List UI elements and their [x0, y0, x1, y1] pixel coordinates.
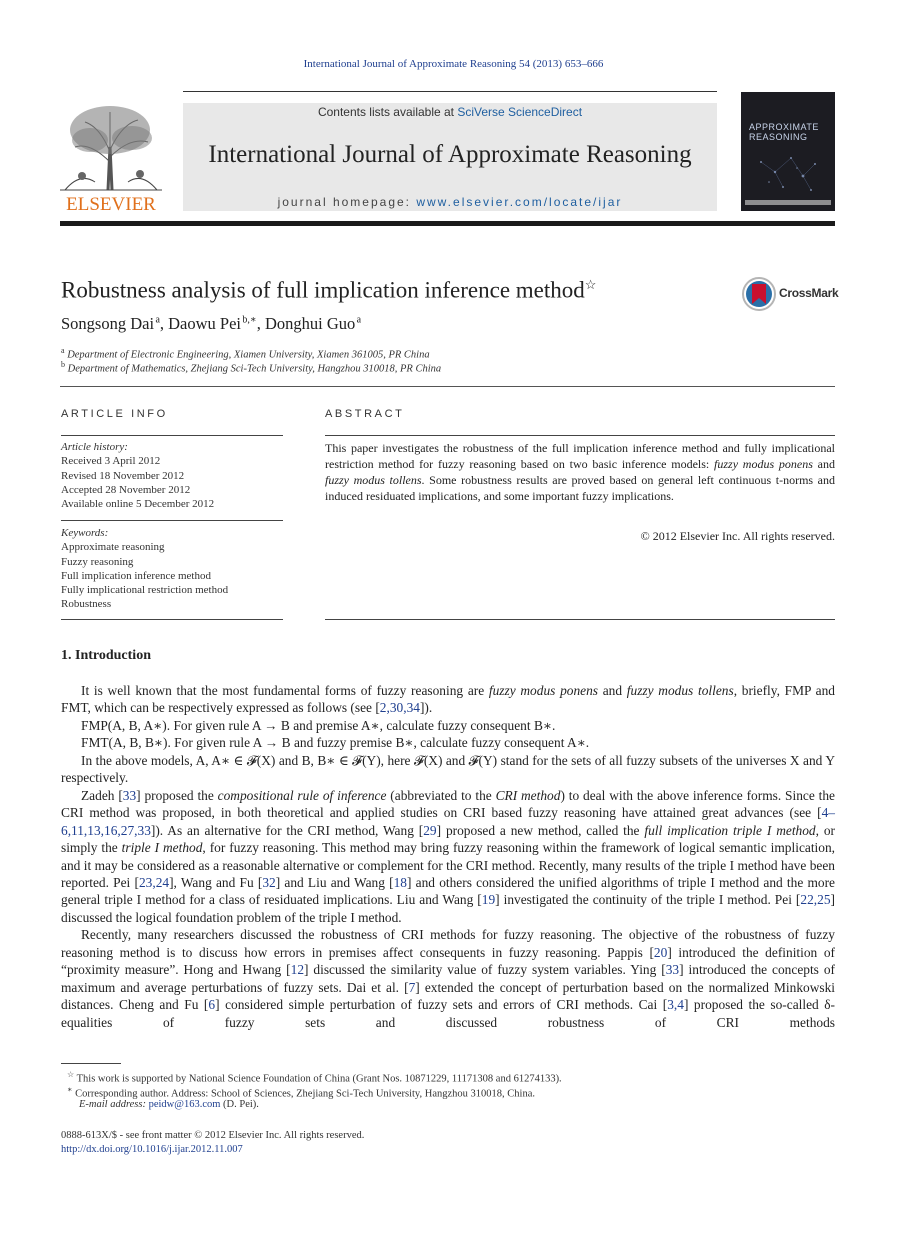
cover-art-icon [741, 92, 835, 211]
text-span: ] introduced the definition of “proximity measure”. Hong and Hwang [ [61, 944, 835, 978]
emphasis: triple I method [121, 840, 203, 856]
keyword-item: Full implication inference method [61, 569, 211, 582]
cover-title: APPROXIMATE REASONING [749, 122, 819, 142]
header-thick-rule [60, 221, 835, 226]
text-span: , for fuzzy reasoning. This method may bring fuzzy reasoning within the framework of logical semantic implication, and it may be considered as a reasonable alternative or complement for the CRI method. Recently, many results of the triple I method have been reported. Pei [ [61, 840, 836, 890]
citation-link[interactable]: 3,4 [667, 997, 684, 1013]
history-item: Accepted 28 November 2012 [61, 483, 191, 496]
paragraph [61, 926, 835, 1031]
history-item: Received 3 April 2012 [61, 455, 161, 468]
text-span: ] extended the concept of perturbation based on the normalized Minkowski distances. Cheng and Fu [ [61, 979, 836, 1013]
journal-citation[interactable]: International Journal of Approximate Reasoning 54 (2013) 653–666 [303, 58, 604, 70]
abstract-span: . Some robustness results are proved based on general left continuous t-norms and induced residuated implications, and some important fuzzy implications. [325, 473, 835, 503]
publisher-name: ELSEVIER [66, 194, 156, 215]
text-span: and [598, 683, 627, 698]
paragraph-models: In the above models, A, A∗ ∈ 𝓕(X) and B, B∗ ∈ 𝓕(Y), here 𝓕(X) and 𝓕(Y) stand for the sets of all fuzzy subsets of the universes X and Y respectively. [61, 752, 835, 786]
citation-link[interactable]: 33 [665, 962, 680, 978]
journal-title: International Journal of Approximate Reasoning [208, 141, 692, 168]
author-list: Songsong Dai $^a$, Daowu Pei $^{b,∗}$, Donghui Guo $^a$ [61, 314, 362, 333]
affiliation [61, 360, 441, 375]
footnote-mark: ∗ [67, 1085, 73, 1094]
abstract-emphasis: fuzzy modus ponens [714, 457, 813, 471]
email-link[interactable]: peidw@163.com [148, 1099, 221, 1110]
text-span: ] proposed the so-called δ-equalities of fuzzy sets and discussed robustness of CRI methods [61, 997, 836, 1030]
text-span: ], Wang and Fu [ [169, 874, 263, 890]
citation-link[interactable]: 12 [290, 962, 305, 978]
footnote-text: This work is supported by National Science Foundation of China (Grant Nos. 10871229, 11171308 and 61274133). [76, 1073, 562, 1085]
footnote-mark: ☆ [67, 1070, 75, 1079]
text-span: ] and others considered the unified algorithms of triple I method and the more general triple I method for a class of residuated implications. Liu and Wang [ [61, 874, 835, 908]
affiliation-rule [60, 386, 835, 387]
citation-link[interactable]: 18 [393, 874, 407, 890]
text-span: ] proposed the [136, 787, 218, 803]
author-name[interactable]: Donghui Guo [264, 314, 356, 333]
history-label: Article history: [61, 441, 128, 453]
citation-link[interactable]: 33 [122, 787, 137, 803]
author-name[interactable]: Daowu Pei [168, 314, 242, 333]
citation-link[interactable]: 7 [408, 979, 416, 995]
article-info-rule [61, 435, 283, 436]
text-span: , briefly, FMP and FMT, which can be respectively expressed as follows (see [ [61, 683, 835, 716]
text-span: ] discussed the similarity value of fuzzy system variables. Ying [ [304, 962, 666, 978]
intro-body [61, 682, 835, 1031]
keyword-item: Fully implicational restriction method [61, 584, 229, 597]
header-rule [183, 91, 717, 92]
citation-link[interactable]: 19 [481, 892, 496, 908]
article-info-rule [61, 520, 283, 521]
homepage-link[interactable]: www.elsevier.com/locate/ijar [416, 195, 623, 209]
homepage-prefix: journal homepage: [277, 195, 417, 209]
text-span: ] investigated the continuity of the triple I method. Pei [ [495, 892, 801, 908]
emphasis: fuzzy modus ponens [488, 683, 599, 698]
journal-cover[interactable] [741, 92, 835, 211]
footnote-corresponding [67, 1085, 535, 1100]
author-affil-mark: a [356, 314, 362, 326]
citation-link[interactable]: 22,25 [800, 892, 831, 908]
contents-line [183, 105, 717, 119]
abstract-text [325, 440, 835, 504]
abstract-span: and [812, 457, 836, 471]
text-span: Recently, many researchers discussed the robustness of CRI methods for fuzzy reasoning. The objective of the robustness of fuzzy reasoning method is to discuss how errors in premises affect consequents in fuzzy reasoning. Pappis [ [61, 927, 835, 960]
email-suffix: (D. Pei). [220, 1099, 259, 1110]
affiliation-mark: a [61, 346, 65, 355]
text-span: (abbreviated to the [386, 787, 496, 803]
paragraph [61, 682, 835, 717]
emphasis: compositional rule of inference [217, 787, 387, 803]
paragraph-fmp: FMP(A, B, A∗). For given rule A → B and premise A∗, calculate fuzzy consequent B∗. [81, 717, 556, 733]
text-span: ]). As an alternative for the CRI method, Wang [ [150, 822, 424, 838]
citation-link[interactable]: 32 [262, 874, 276, 890]
history-item: Revised 18 November 2012 [61, 469, 185, 482]
sciencedirect-link[interactable]: SciVerse ScienceDirect [457, 105, 583, 119]
footnote-funding [67, 1070, 562, 1085]
email-label: E-mail address: [79, 1099, 149, 1110]
journal-homepage [183, 195, 717, 209]
article-info-heading: ARTICLE INFO [61, 408, 168, 420]
text-span: ] considered simple perturbation of fuzzy sets and errors of CRI methods. Cai [ [215, 997, 668, 1013]
title-footnote-mark[interactable]: ☆ [584, 277, 597, 292]
text-span: ] discussed the logical foundation problem of the triple I method. [61, 892, 835, 925]
elsevier-logo[interactable] [60, 102, 162, 214]
abstract-rule [325, 435, 835, 436]
paragraph-fmt: FMT(A, B, B∗). For given rule A → B and fuzzy premise B∗, calculate fuzzy consequent A∗. [81, 735, 590, 751]
paper-title [61, 277, 596, 304]
keyword-item: Robustness [61, 598, 112, 611]
abstract-span: This paper investigates the robustness of the full implication inference method and fully implicational restriction method for fuzzy reasoning based on two basic inference models: [325, 441, 835, 471]
text-span: ] and Liu and Wang [ [275, 874, 394, 890]
article-info-rule [61, 619, 283, 620]
citation-link[interactable]: 23,24 [138, 874, 170, 890]
affiliation [61, 346, 430, 361]
keywords-label: Keywords: [61, 527, 109, 539]
doi-link[interactable]: http://dx.doi.org/10.1016/j.ijar.2012.11.007 [61, 1144, 243, 1155]
contents-prefix: Contents lists available at [317, 105, 458, 119]
paper-title-text: Robustness analysis of full implication inference method [61, 277, 585, 303]
footnote-rule [61, 1063, 121, 1064]
footnote-text: Corresponding author. Address: School of Sciences, Zhejiang Sci-Tech University, Hangzhou 310018, China. [75, 1088, 535, 1100]
article-history [61, 440, 283, 511]
copyright: © 2012 Elsevier Inc. All rights reserved. [640, 529, 835, 543]
citation-link[interactable]: 4–6,11,13,16,27,33 [61, 805, 835, 838]
paragraph [61, 787, 835, 927]
crossmark-label: CrossMark [779, 286, 839, 300]
history-item: Available online 5 December 2012 [61, 498, 215, 511]
emphasis: full implication triple I method [644, 822, 816, 838]
section-heading: 1. Introduction [61, 648, 151, 663]
citation-link[interactable]: 29 [423, 822, 437, 838]
text-span: It is well known that the most fundamental forms of fuzzy reasoning are [81, 683, 489, 698]
citation-link[interactable]: 6 [208, 997, 216, 1013]
author-affil-mark: a [155, 314, 160, 326]
text-span: ] introduced the concepts of maximum and average perturbations of fuzzy sets. Dai et al. [ [61, 962, 835, 995]
affiliation-text: Department of Mathematics, Zhejiang Sci-Tech University, Hangzhou 310018, PR China [67, 363, 442, 375]
abstract-emphasis: fuzzy modus tollens [325, 473, 422, 487]
emphasis: CRI method [495, 787, 561, 803]
emphasis: fuzzy modus tollens [626, 683, 734, 698]
affiliation-mark: b [61, 360, 65, 369]
keyword-item: Fuzzy reasoning [61, 555, 134, 568]
citation-link[interactable]: 20 [653, 944, 668, 960]
text-span: Zadeh [ [81, 787, 123, 803]
crossmark-icon [742, 277, 776, 311]
footnote-email [79, 1099, 259, 1110]
keywords [61, 526, 283, 612]
crossmark-badge[interactable] [742, 277, 837, 311]
text-span: ]). [419, 700, 433, 716]
text-span: ) to deal with the above inference forms. Since the CRI method was proposed, in both theoretical and applied studies on CRI based fuzzy reasoning have attained great advances (see [ [61, 787, 835, 821]
text-span: , or simply the [61, 822, 836, 856]
issn-line: 0888-613X/$ - see front matter © 2012 Elsevier Inc. All rights reserved. [61, 1130, 365, 1141]
citation-link[interactable]: 2,30,34 [379, 700, 420, 716]
author-affil-mark: b,∗ [242, 314, 257, 326]
text-span: ] proposed a new method, called the [436, 822, 645, 838]
abstract-rule [325, 619, 835, 620]
keyword-item: Approximate reasoning [61, 541, 165, 554]
affiliation-text: Department of Electronic Engineering, Xiamen University, Xiamen 361005, PR China [67, 349, 430, 361]
abstract-heading: ABSTRACT [325, 408, 405, 420]
journal-banner [183, 103, 717, 211]
author-name[interactable]: Songsong Dai [61, 314, 155, 333]
elsevier-tree-icon [60, 102, 162, 192]
